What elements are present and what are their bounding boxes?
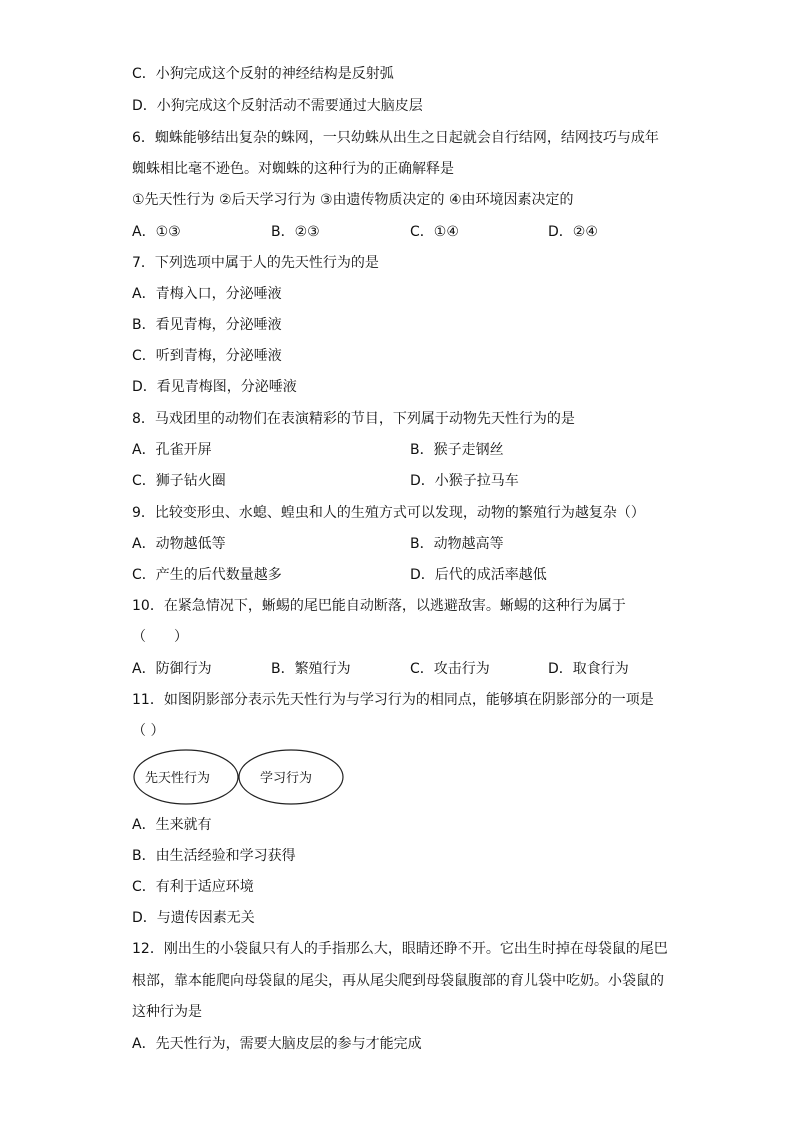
q7-option-b: B．看见青梅，分泌唾液: [132, 317, 282, 333]
q12-stem-2: 根部，靠本能爬向母袋鼠的尾尖，再从尾尖爬到母袋鼠腹部的育儿袋中吃奶。小袋鼠的: [132, 973, 664, 989]
q10-option-b: B．繁殖行为: [271, 661, 351, 677]
q9-stem: 9．比较变形虫、水螅、蝗虫和人的生殖方式可以发现，动物的繁殖行为越复杂（）: [132, 505, 645, 521]
q11-option-a: A．生来就有: [132, 817, 212, 833]
q7-stem: 7．下列选项中属于人的先天性行为的是: [132, 255, 379, 271]
q12-stem-3: 这种行为是: [132, 1004, 202, 1020]
q12-stem-1: 12．刚出生的小袋鼠只有人的手指那么大，眼睛还睁不开。它出生时掉在母袋鼠的尾巴: [132, 941, 668, 957]
q10-paren: （ ）: [132, 629, 188, 645]
q11-paren: （ ）: [132, 723, 165, 739]
q10-option-d: D．取食行为: [548, 661, 629, 677]
q10-option-c: C．攻击行为: [410, 661, 490, 677]
q8-option-a: A．孔雀开屏: [132, 442, 212, 458]
venn-diagram: [132, 748, 344, 806]
q11-stem: 11．如图阴影部分表示先天性行为与学习行为的相同点，能够填在阴影部分的一项是: [132, 692, 654, 708]
line-d-no-cortex: D．小狗完成这个反射活动不需要通过大脑皮层: [132, 98, 423, 114]
line-c-reflex-arc: C．小狗完成这个反射的神经结构是反射弧: [132, 66, 394, 82]
q11-option-c: C．有利于适应环境: [132, 879, 254, 895]
q8-stem: 8．马戏团里的动物们在表演精彩的节目，下列属于动物先天性行为的是: [132, 411, 575, 427]
q8-option-c: C．狮子钻火圈: [132, 473, 226, 489]
q7-option-c: C．听到青梅，分泌唾液: [132, 348, 282, 364]
q8-option-b: B．猴子走钢丝: [410, 442, 504, 458]
q6-option-b: B．②③: [271, 224, 320, 240]
q12-option-a: A．先天性行为，需要大脑皮层的参与才能完成: [132, 1036, 422, 1052]
q6-choices: ①先天性行为 ②后天学习行为 ③由遗传物质决定的 ④由环境因素决定的: [132, 192, 574, 208]
q9-option-d: D．后代的成活率越低: [410, 567, 547, 583]
q6-option-c: C．①④: [410, 224, 459, 240]
q6-option-a: A．①③: [132, 224, 181, 240]
q8-option-d: D．小猴子拉马车: [410, 473, 519, 489]
q6-stem-2: 蜘蛛相比毫不逊色。对蜘蛛的这种行为的正确解释是: [132, 161, 454, 177]
q11-option-b: B．由生活经验和学习获得: [132, 848, 296, 864]
venn-right-label: 学习行为: [260, 771, 313, 786]
q9-option-b: B．动物越高等: [410, 536, 504, 552]
q10-stem: 10．在紧急情况下，蜥蜴的尾巴能自动断落，以逃避敌害。蜥蜴的这种行为属于: [132, 598, 626, 614]
q9-option-c: C．产生的后代数量越多: [132, 567, 282, 583]
q6-stem-1: 6．蜘蛛能够结出复杂的蛛网，一只幼蛛从出生之日起就会自行结网，结网技巧与成年: [132, 130, 659, 146]
q11-option-d: D．与遗传因素无关: [132, 910, 255, 926]
q7-option-d: D．看见青梅图，分泌唾液: [132, 379, 297, 395]
q7-option-a: A．青梅入口，分泌唾液: [132, 286, 282, 302]
venn-left-label: 先天性行为: [145, 771, 211, 786]
q6-option-d: D．②④: [548, 224, 598, 240]
q9-option-a: A．动物越低等: [132, 536, 226, 552]
q10-option-a: A．防御行为: [132, 661, 212, 677]
